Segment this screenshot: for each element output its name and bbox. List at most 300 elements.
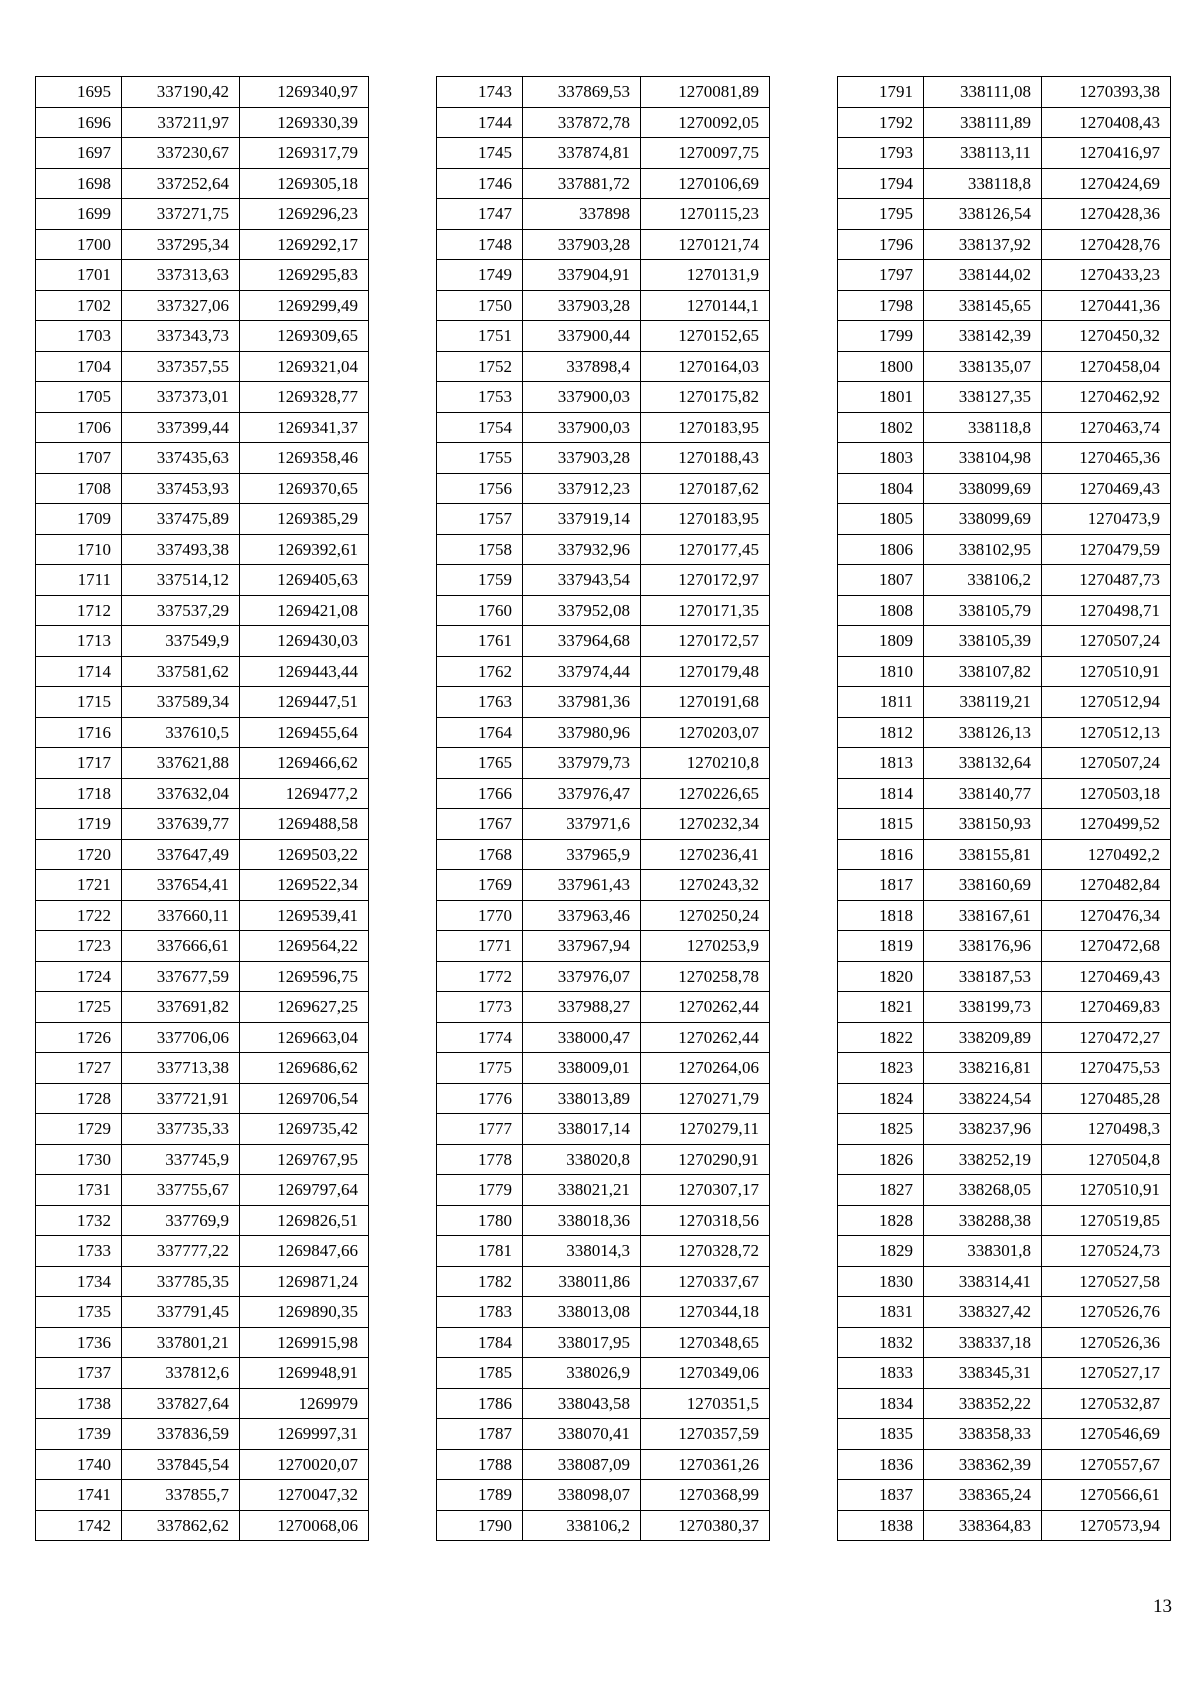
- y-coordinate-cell: 1270351,5: [641, 1388, 770, 1419]
- table-row: [838, 870, 1171, 901]
- y-coordinate-cell: 1270337,67: [641, 1266, 770, 1297]
- table-row: [838, 290, 1171, 321]
- y-coordinate-cell: 1270527,17: [1042, 1358, 1171, 1389]
- point-number-cell: 1713: [36, 626, 122, 657]
- y-coordinate-cell: 1269522,34: [240, 870, 369, 901]
- table-row: [36, 229, 369, 260]
- table-row: [838, 351, 1171, 382]
- table-row: [838, 229, 1171, 260]
- point-number-cell: 1748: [437, 229, 523, 260]
- table-row: [838, 1480, 1171, 1511]
- table-row: [437, 1266, 770, 1297]
- point-number-cell: 1785: [437, 1358, 523, 1389]
- x-coordinate-cell: 338145,65: [924, 290, 1042, 321]
- y-coordinate-cell: 1270487,73: [1042, 565, 1171, 596]
- y-coordinate-cell: 1270526,36: [1042, 1327, 1171, 1358]
- x-coordinate-cell: 337493,38: [122, 534, 240, 565]
- point-number-cell: 1823: [838, 1053, 924, 1084]
- x-coordinate-cell: 337943,54: [523, 565, 641, 596]
- y-coordinate-cell: 1270081,89: [641, 77, 770, 108]
- point-number-cell: 1755: [437, 443, 523, 474]
- y-coordinate-cell: 1270482,84: [1042, 870, 1171, 901]
- y-coordinate-cell: 1269295,83: [240, 260, 369, 291]
- y-coordinate-cell: 1270264,06: [641, 1053, 770, 1084]
- point-number-cell: 1747: [437, 199, 523, 230]
- x-coordinate-cell: 337453,93: [122, 473, 240, 504]
- table-row: [838, 565, 1171, 596]
- point-number-cell: 1786: [437, 1388, 523, 1419]
- table-row: [36, 1236, 369, 1267]
- table-row: [36, 992, 369, 1023]
- point-number-cell: 1795: [838, 199, 924, 230]
- y-coordinate-cell: 1270307,17: [641, 1175, 770, 1206]
- table-row: [838, 931, 1171, 962]
- x-coordinate-cell: 338140,77: [924, 778, 1042, 809]
- point-number-cell: 1832: [838, 1327, 924, 1358]
- x-coordinate-cell: 337621,88: [122, 748, 240, 779]
- point-number-cell: 1741: [36, 1480, 122, 1511]
- point-number-cell: 1791: [838, 77, 924, 108]
- table-row: [838, 1266, 1171, 1297]
- x-coordinate-cell: 337755,67: [122, 1175, 240, 1206]
- point-number-cell: 1751: [437, 321, 523, 352]
- x-coordinate-cell: 338026,9: [523, 1358, 641, 1389]
- table-row: [838, 412, 1171, 443]
- table-row: [838, 1053, 1171, 1084]
- table-row: [437, 138, 770, 169]
- x-coordinate-cell: 337963,46: [523, 900, 641, 931]
- x-coordinate-cell: 338000,47: [523, 1022, 641, 1053]
- table-row: [437, 1114, 770, 1145]
- table-row: [437, 1022, 770, 1053]
- x-coordinate-cell: 337373,01: [122, 382, 240, 413]
- y-coordinate-cell: 1269596,75: [240, 961, 369, 992]
- table-row: [36, 870, 369, 901]
- point-number-cell: 1818: [838, 900, 924, 931]
- table-row: [838, 138, 1171, 169]
- y-coordinate-cell: 1270131,9: [641, 260, 770, 291]
- table-row: [36, 1358, 369, 1389]
- point-number-cell: 1796: [838, 229, 924, 260]
- y-coordinate-cell: 1270047,32: [240, 1480, 369, 1511]
- y-coordinate-cell: 1269890,35: [240, 1297, 369, 1328]
- x-coordinate-cell: 338099,69: [924, 504, 1042, 535]
- table-row: [437, 351, 770, 382]
- point-number-cell: 1817: [838, 870, 924, 901]
- table-row: [838, 626, 1171, 657]
- point-number-cell: 1766: [437, 778, 523, 809]
- point-number-cell: 1802: [838, 412, 924, 443]
- y-coordinate-cell: 1270458,04: [1042, 351, 1171, 382]
- x-coordinate-cell: 337812,6: [122, 1358, 240, 1389]
- point-number-cell: 1757: [437, 504, 523, 535]
- y-coordinate-cell: 1269358,46: [240, 443, 369, 474]
- table-row: [437, 1388, 770, 1419]
- x-coordinate-cell: 337903,28: [523, 443, 641, 474]
- table-row: [437, 382, 770, 413]
- point-number-cell: 1809: [838, 626, 924, 657]
- table-row: [36, 473, 369, 504]
- table-row: [36, 1053, 369, 1084]
- point-number-cell: 1712: [36, 595, 122, 626]
- point-number-cell: 1788: [437, 1449, 523, 1480]
- point-number-cell: 1763: [437, 687, 523, 718]
- x-coordinate-cell: 337964,68: [523, 626, 641, 657]
- x-coordinate-cell: 338160,69: [924, 870, 1042, 901]
- x-coordinate-cell: 337874,81: [523, 138, 641, 169]
- y-coordinate-cell: 1269330,39: [240, 107, 369, 138]
- table-row: [838, 1144, 1171, 1175]
- point-number-cell: 1699: [36, 199, 122, 230]
- point-number-cell: 1835: [838, 1419, 924, 1450]
- point-number-cell: 1816: [838, 839, 924, 870]
- table-row: [437, 199, 770, 230]
- y-coordinate-cell: 1269447,51: [240, 687, 369, 718]
- y-coordinate-cell: 1270092,05: [641, 107, 770, 138]
- point-number-cell: 1803: [838, 443, 924, 474]
- y-coordinate-cell: 1270243,32: [641, 870, 770, 901]
- point-number-cell: 1838: [838, 1510, 924, 1541]
- y-coordinate-cell: 1270020,07: [240, 1449, 369, 1480]
- y-coordinate-cell: 1270408,43: [1042, 107, 1171, 138]
- x-coordinate-cell: 337900,03: [523, 412, 641, 443]
- y-coordinate-cell: 1270498,71: [1042, 595, 1171, 626]
- point-number-cell: 1783: [437, 1297, 523, 1328]
- y-coordinate-cell: 1270462,92: [1042, 382, 1171, 413]
- table-row: [838, 77, 1171, 108]
- point-number-cell: 1800: [838, 351, 924, 382]
- table-row: [437, 992, 770, 1023]
- y-coordinate-cell: 1270524,73: [1042, 1236, 1171, 1267]
- x-coordinate-cell: 338199,73: [924, 992, 1042, 1023]
- x-coordinate-cell: 337713,38: [122, 1053, 240, 1084]
- y-coordinate-cell: 1269488,58: [240, 809, 369, 840]
- point-number-cell: 1779: [437, 1175, 523, 1206]
- x-coordinate-cell: 338106,2: [924, 565, 1042, 596]
- point-number-cell: 1700: [36, 229, 122, 260]
- point-number-cell: 1830: [838, 1266, 924, 1297]
- point-number-cell: 1752: [437, 351, 523, 382]
- x-coordinate-cell: 338111,89: [924, 107, 1042, 138]
- point-number-cell: 1706: [36, 412, 122, 443]
- table-row: [437, 687, 770, 718]
- x-coordinate-cell: 338209,89: [924, 1022, 1042, 1053]
- point-number-cell: 1714: [36, 656, 122, 687]
- point-number-cell: 1733: [36, 1236, 122, 1267]
- y-coordinate-cell: 1269826,51: [240, 1205, 369, 1236]
- y-coordinate-cell: 1270473,9: [1042, 504, 1171, 535]
- table-row: [437, 77, 770, 108]
- point-number-cell: 1740: [36, 1449, 122, 1480]
- point-number-cell: 1739: [36, 1419, 122, 1450]
- x-coordinate-cell: 338150,93: [924, 809, 1042, 840]
- y-coordinate-cell: 1270485,28: [1042, 1083, 1171, 1114]
- y-coordinate-cell: 1270344,18: [641, 1297, 770, 1328]
- y-coordinate-cell: 1270144,1: [641, 290, 770, 321]
- y-coordinate-cell: 1270187,62: [641, 473, 770, 504]
- x-coordinate-cell: 338099,69: [924, 473, 1042, 504]
- table-row: [36, 1022, 369, 1053]
- table-row: [36, 839, 369, 870]
- y-coordinate-cell: 1270472,68: [1042, 931, 1171, 962]
- point-number-cell: 1749: [437, 260, 523, 291]
- y-coordinate-cell: 1269340,97: [240, 77, 369, 108]
- table-row: [437, 1205, 770, 1236]
- y-coordinate-cell: 1270279,11: [641, 1114, 770, 1145]
- x-coordinate-cell: 337903,28: [523, 229, 641, 260]
- table-row: [36, 504, 369, 535]
- y-coordinate-cell: 1270557,67: [1042, 1449, 1171, 1480]
- table-row: [36, 595, 369, 626]
- table-row: [838, 473, 1171, 504]
- y-coordinate-cell: 1270106,69: [641, 168, 770, 199]
- x-coordinate-cell: 337981,36: [523, 687, 641, 718]
- point-number-cell: 1806: [838, 534, 924, 565]
- table-row: [36, 138, 369, 169]
- point-number-cell: 1721: [36, 870, 122, 901]
- table-row: [838, 900, 1171, 931]
- table-row: [437, 1480, 770, 1511]
- y-coordinate-cell: 1270097,75: [641, 138, 770, 169]
- point-number-cell: 1759: [437, 565, 523, 596]
- table-row: [838, 778, 1171, 809]
- y-coordinate-cell: 1269392,61: [240, 534, 369, 565]
- y-coordinate-cell: 1270492,2: [1042, 839, 1171, 870]
- point-number-cell: 1774: [437, 1022, 523, 1053]
- table-row: [36, 1388, 369, 1419]
- table-row: [437, 748, 770, 779]
- table-row: [838, 809, 1171, 840]
- y-coordinate-cell: 1270504,8: [1042, 1144, 1171, 1175]
- y-coordinate-cell: 1270510,91: [1042, 1175, 1171, 1206]
- x-coordinate-cell: 337801,21: [122, 1327, 240, 1358]
- y-coordinate-cell: 1269430,03: [240, 626, 369, 657]
- y-coordinate-cell: 1270236,41: [641, 839, 770, 870]
- x-coordinate-cell: 338345,31: [924, 1358, 1042, 1389]
- point-number-cell: 1810: [838, 656, 924, 687]
- point-number-cell: 1737: [36, 1358, 122, 1389]
- x-coordinate-cell: 337677,59: [122, 961, 240, 992]
- y-coordinate-cell: 1270479,59: [1042, 534, 1171, 565]
- point-number-cell: 1808: [838, 595, 924, 626]
- x-coordinate-cell: 338009,01: [523, 1053, 641, 1084]
- y-coordinate-cell: 1270424,69: [1042, 168, 1171, 199]
- y-coordinate-cell: 1270472,27: [1042, 1022, 1171, 1053]
- point-number-cell: 1729: [36, 1114, 122, 1145]
- y-coordinate-cell: 1270428,36: [1042, 199, 1171, 230]
- x-coordinate-cell: 337706,06: [122, 1022, 240, 1053]
- table-row: [36, 656, 369, 687]
- y-coordinate-cell: 1270566,61: [1042, 1480, 1171, 1511]
- x-coordinate-cell: 338132,64: [924, 748, 1042, 779]
- point-number-cell: 1767: [437, 809, 523, 840]
- y-coordinate-cell: 1269735,42: [240, 1114, 369, 1145]
- point-number-cell: 1820: [838, 961, 924, 992]
- x-coordinate-cell: 337845,54: [122, 1449, 240, 1480]
- table-row: [437, 534, 770, 565]
- x-coordinate-cell: 337980,96: [523, 717, 641, 748]
- point-number-cell: 1717: [36, 748, 122, 779]
- x-coordinate-cell: 337549,9: [122, 626, 240, 657]
- table-row: [838, 1175, 1171, 1206]
- point-number-cell: 1711: [36, 565, 122, 596]
- point-number-cell: 1761: [437, 626, 523, 657]
- table-row: [838, 443, 1171, 474]
- table-row: [36, 1083, 369, 1114]
- table-row: [838, 1510, 1171, 1541]
- x-coordinate-cell: 338352,22: [924, 1388, 1042, 1419]
- table-row: [36, 1144, 369, 1175]
- y-coordinate-cell: 1269706,54: [240, 1083, 369, 1114]
- x-coordinate-cell: 337855,7: [122, 1480, 240, 1511]
- table-row: [437, 1510, 770, 1541]
- x-coordinate-cell: 338104,98: [924, 443, 1042, 474]
- y-coordinate-cell: 1270469,83: [1042, 992, 1171, 1023]
- table-row: [36, 931, 369, 962]
- point-number-cell: 1805: [838, 504, 924, 535]
- y-coordinate-cell: 1270121,74: [641, 229, 770, 260]
- point-number-cell: 1760: [437, 595, 523, 626]
- y-coordinate-cell: 1270546,69: [1042, 1419, 1171, 1450]
- point-number-cell: 1790: [437, 1510, 523, 1541]
- y-coordinate-cell: 1270498,3: [1042, 1114, 1171, 1145]
- table-row: [838, 504, 1171, 535]
- table-row: [437, 443, 770, 474]
- x-coordinate-cell: 337903,28: [523, 290, 641, 321]
- x-coordinate-cell: 338135,07: [924, 351, 1042, 382]
- x-coordinate-cell: 337869,53: [523, 77, 641, 108]
- point-number-cell: 1742: [36, 1510, 122, 1541]
- x-coordinate-cell: 337881,72: [523, 168, 641, 199]
- x-coordinate-cell: 338118,8: [924, 168, 1042, 199]
- point-number-cell: 1826: [838, 1144, 924, 1175]
- x-coordinate-cell: 337735,33: [122, 1114, 240, 1145]
- point-number-cell: 1722: [36, 900, 122, 931]
- y-coordinate-cell: 1270433,23: [1042, 260, 1171, 291]
- table-row: [838, 656, 1171, 687]
- point-number-cell: 1735: [36, 1297, 122, 1328]
- y-coordinate-cell: 1269686,62: [240, 1053, 369, 1084]
- y-coordinate-cell: 1270475,53: [1042, 1053, 1171, 1084]
- point-number-cell: 1801: [838, 382, 924, 413]
- point-number-cell: 1745: [437, 138, 523, 169]
- point-number-cell: 1831: [838, 1297, 924, 1328]
- x-coordinate-cell: 337988,27: [523, 992, 641, 1023]
- x-coordinate-cell: 337965,9: [523, 839, 641, 870]
- y-coordinate-cell: 1269539,41: [240, 900, 369, 931]
- table-row: [838, 992, 1171, 1023]
- y-coordinate-cell: 1270172,57: [641, 626, 770, 657]
- x-coordinate-cell: 338176,96: [924, 931, 1042, 962]
- y-coordinate-cell: 1270507,24: [1042, 626, 1171, 657]
- point-number-cell: 1811: [838, 687, 924, 718]
- point-number-cell: 1750: [437, 290, 523, 321]
- y-coordinate-cell: 1270191,68: [641, 687, 770, 718]
- point-number-cell: 1702: [36, 290, 122, 321]
- y-coordinate-cell: 1270177,45: [641, 534, 770, 565]
- y-coordinate-cell: 1270328,72: [641, 1236, 770, 1267]
- table-row: [36, 961, 369, 992]
- table-row: [36, 1297, 369, 1328]
- x-coordinate-cell: 338216,81: [924, 1053, 1042, 1084]
- point-number-cell: 1793: [838, 138, 924, 169]
- x-coordinate-cell: 338268,05: [924, 1175, 1042, 1206]
- x-coordinate-cell: 337961,43: [523, 870, 641, 901]
- y-coordinate-cell: 1270232,34: [641, 809, 770, 840]
- table-row: [36, 534, 369, 565]
- table-row: [36, 1205, 369, 1236]
- table-row: [838, 687, 1171, 718]
- point-number-cell: 1719: [36, 809, 122, 840]
- table-row: [437, 900, 770, 931]
- point-number-cell: 1837: [838, 1480, 924, 1511]
- y-coordinate-cell: 1270526,76: [1042, 1297, 1171, 1328]
- x-coordinate-cell: 337976,07: [523, 961, 641, 992]
- x-coordinate-cell: 338017,95: [523, 1327, 641, 1358]
- table-row: [437, 717, 770, 748]
- point-number-cell: 1836: [838, 1449, 924, 1480]
- x-coordinate-cell: 337435,63: [122, 443, 240, 474]
- y-coordinate-cell: 1269948,91: [240, 1358, 369, 1389]
- point-number-cell: 1704: [36, 351, 122, 382]
- x-coordinate-cell: 338362,39: [924, 1449, 1042, 1480]
- point-number-cell: 1753: [437, 382, 523, 413]
- table-row: [437, 870, 770, 901]
- point-number-cell: 1815: [838, 809, 924, 840]
- table-row: [838, 1114, 1171, 1145]
- point-number-cell: 1777: [437, 1114, 523, 1145]
- x-coordinate-cell: 337252,64: [122, 168, 240, 199]
- point-number-cell: 1814: [838, 778, 924, 809]
- point-number-cell: 1822: [838, 1022, 924, 1053]
- point-number-cell: 1821: [838, 992, 924, 1023]
- table-row: [36, 351, 369, 382]
- y-coordinate-cell: 1270226,65: [641, 778, 770, 809]
- table-row: [437, 1449, 770, 1480]
- table-row: [437, 656, 770, 687]
- point-number-cell: 1787: [437, 1419, 523, 1450]
- y-coordinate-cell: 1269385,29: [240, 504, 369, 535]
- y-coordinate-cell: 1270416,97: [1042, 138, 1171, 169]
- table-row: [36, 199, 369, 230]
- table-row: [838, 321, 1171, 352]
- table-row: [437, 504, 770, 535]
- y-coordinate-cell: 1269503,22: [240, 839, 369, 870]
- x-coordinate-cell: 337900,03: [523, 382, 641, 413]
- point-number-cell: 1724: [36, 961, 122, 992]
- x-coordinate-cell: 338017,14: [523, 1114, 641, 1145]
- y-coordinate-cell: 1269979: [240, 1388, 369, 1419]
- x-coordinate-cell: 338018,36: [523, 1205, 641, 1236]
- y-coordinate-cell: 1270348,65: [641, 1327, 770, 1358]
- y-coordinate-cell: 1270115,23: [641, 199, 770, 230]
- x-coordinate-cell: 337912,23: [523, 473, 641, 504]
- point-number-cell: 1813: [838, 748, 924, 779]
- page-number: 13: [1153, 1596, 1172, 1617]
- y-coordinate-cell: 1269477,2: [240, 778, 369, 809]
- x-coordinate-cell: 338327,42: [924, 1297, 1042, 1328]
- point-number-cell: 1743: [437, 77, 523, 108]
- point-number-cell: 1794: [838, 168, 924, 199]
- x-coordinate-cell: 337904,91: [523, 260, 641, 291]
- point-number-cell: 1716: [36, 717, 122, 748]
- y-coordinate-cell: 1270463,74: [1042, 412, 1171, 443]
- point-number-cell: 1744: [437, 107, 523, 138]
- point-number-cell: 1827: [838, 1175, 924, 1206]
- table-row: [36, 1114, 369, 1145]
- table-row: [838, 168, 1171, 199]
- y-coordinate-cell: 1270183,95: [641, 504, 770, 535]
